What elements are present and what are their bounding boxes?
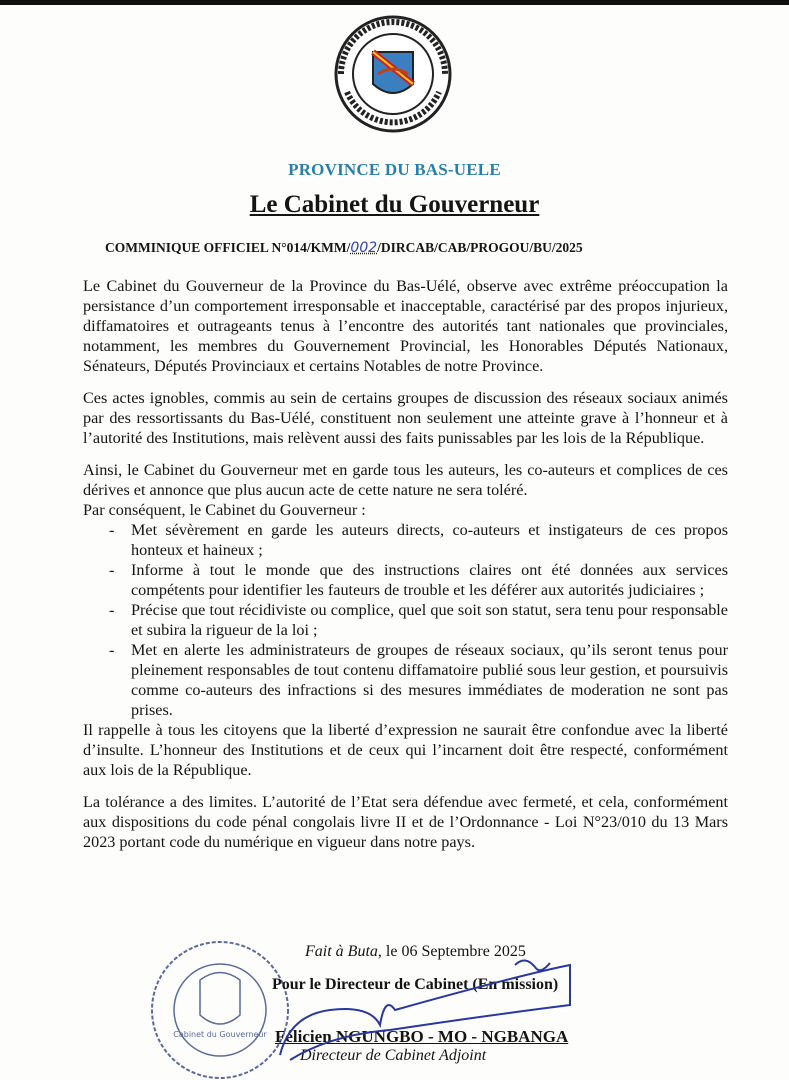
paragraph: Par conséquent, le Cabinet du Gouverneur : bbox=[83, 501, 366, 519]
list-item: - Met en alerte les administrateurs de groupes de réseaux sociaux, qu’ils seront tenus pour pleinement responsables de tout contenu diffamatoire publié sous leur gestion, et poursuivis comme co-auteurs des infractions si des mesures immédiates de moderation ne sont pas prises. bbox=[103, 640, 728, 720]
top-bar bbox=[0, 0, 789, 5]
paragraph: Il rappelle à tous les citoyens que la liberté d’expression ne saurait être confondue avec la liberté d’insulte. L’honneur des Institutions et de ceux qui l’incarnent doit être respecté, conformément aux lois de la République. bbox=[83, 721, 728, 779]
signatory-role: Directeur de Cabinet Adjoint bbox=[300, 1047, 487, 1064]
reference-suffix: /DIRCAB/CAB/PROGOU/BU/2025 bbox=[377, 240, 583, 255]
paragraph: Ces actes ignobles, commis au sein de certains groupes de discussion des réseaux sociaux animés par des ressortissants du Bas-Uélé, constituent non seulement une atteinte grave à l’honneur et à l’autorité des Institutions, mais relèvent aussi des faits punissables par les lois de la République. bbox=[83, 389, 728, 447]
measures-list bbox=[103, 520, 728, 720]
province-name: PROVINCE DU BAS-UELE bbox=[288, 160, 501, 179]
list-item: - Informe à tout le monde que des instructions claires ont été données aux services compétents pour identifier les fauteurs de trouble et les déférer aux autorités judiciaires ; bbox=[103, 560, 728, 600]
reference-number bbox=[105, 240, 789, 256]
government-emblem-icon bbox=[333, 14, 453, 134]
signature-place: Fait à Buta bbox=[305, 943, 378, 960]
list-item: - Précise que tout récidiviste ou complice, quel que soit son statut, sera tenu pour responsable et subira la rigueur de la loi ; bbox=[103, 600, 728, 640]
communique-body bbox=[83, 276, 728, 864]
paragraph: Ainsi, le Cabinet du Gouverneur met en garde tous les auteurs, les co-auteurs et complices de ces dérives et annonce que plus aucun acte de cette nature ne sera toléré. bbox=[83, 461, 728, 499]
paragraph: Le Cabinet du Gouverneur de la Province du Bas-Uélé, observe avec extrême préoccupation la persistance d’un comportement irresponsable et inacceptable, caractérisé par des propos injurieux, diffamatoires et outrageants tenus à l’encontre des autorités tant nationales que provinciales, notamment, les membres du Gouvernement Provincial, les Honorables Députés Nationaux, Sénateurs, Députés Provinciaux et certains Notables de notre Province. bbox=[83, 277, 728, 375]
paragraph: La tolérance a des limites. L’autorité de l’Etat sera défendue avec fermeté, et cela, conformément aux dispositions du code pénal congolais livre II et de l’Ordonnance - Loi N°23/010 du 13 Mars 2023 portant code du numérique en vigueur dans notre pays. bbox=[83, 793, 728, 851]
signatory-name: Félicien NGUNGBO - MO - NGBANGA bbox=[275, 1027, 569, 1046]
list-item: - Met sévèrement en garde les auteurs directs, co-auteurs et instigateurs de ces propos honteux et haineux ; bbox=[103, 520, 728, 560]
reference-prefix: COMMINIQUE OFFICIEL N°014/KMM/ bbox=[105, 240, 351, 255]
signature-date-text: , le 06 Septembre 2025 bbox=[377, 943, 526, 960]
signature-for-line: Pour le Directeur de Cabinet (En mission) bbox=[272, 976, 559, 993]
stamp-center-text: Cabinet du Gouverneur bbox=[173, 1030, 267, 1039]
reference-handwritten: 002 bbox=[350, 240, 378, 256]
page-title: Le Cabinet du Gouverneur bbox=[249, 191, 540, 218]
handwritten-signature-icon bbox=[270, 955, 600, 1065]
